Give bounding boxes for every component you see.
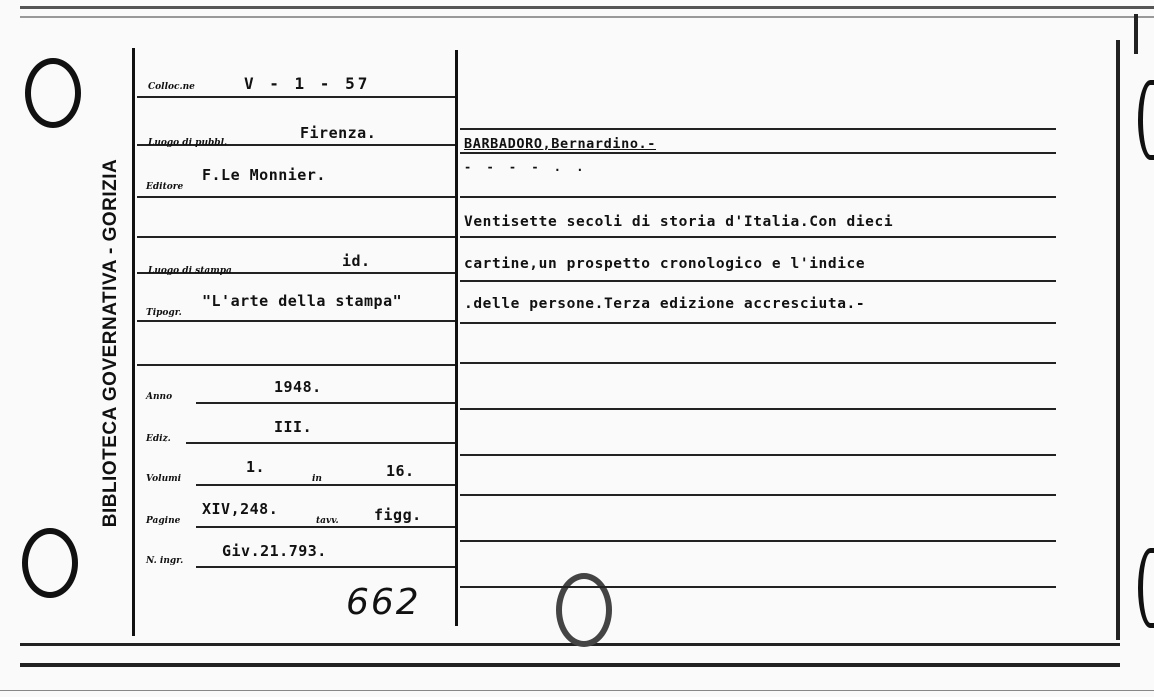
pagine-value: XIV,248. bbox=[202, 500, 279, 518]
card-bottom-border bbox=[20, 643, 1120, 646]
tipogr-value: "L'arte della stampa" bbox=[202, 292, 403, 310]
left-rule-9 bbox=[186, 442, 455, 444]
right-rule-12 bbox=[460, 586, 1056, 588]
middle-column-rule bbox=[455, 50, 458, 626]
n-ingr-label: N. ingr. bbox=[146, 556, 184, 566]
left-rule-6 bbox=[137, 320, 455, 322]
luogo-stampa-value: id. bbox=[342, 252, 371, 270]
n-ingr-value: Giv.21.793. bbox=[222, 542, 327, 560]
ediz-label: Ediz. bbox=[146, 434, 171, 444]
author-heading: BARBADORO,Bernardino.- bbox=[464, 136, 657, 152]
punch-hole-bottom-left bbox=[22, 528, 78, 598]
luogo-pubbl-label: Luogo di pubbl. bbox=[148, 138, 228, 148]
right-rule-11 bbox=[460, 540, 1056, 542]
tavv-value: figg. bbox=[374, 506, 422, 524]
punch-hole-right-partial bbox=[1138, 80, 1154, 160]
handwritten-number: 662 bbox=[346, 582, 421, 623]
right-rule-8 bbox=[460, 408, 1056, 410]
right-rule-9 bbox=[460, 454, 1056, 456]
right-rule-3 bbox=[460, 196, 1056, 198]
punch-hole-top-left bbox=[25, 58, 81, 128]
luogo-stampa-label: Luogo di stampa bbox=[148, 266, 232, 276]
left-rule-1 bbox=[137, 96, 455, 98]
right-rule-7 bbox=[460, 362, 1056, 364]
left-rule-12 bbox=[196, 566, 455, 568]
left-rule-10 bbox=[196, 484, 455, 486]
in-value: 16. bbox=[386, 462, 415, 480]
right-rule-4 bbox=[460, 236, 1056, 238]
right-card-edge bbox=[1134, 14, 1138, 54]
bottom-scan-edge bbox=[0, 690, 1154, 691]
right-rule-5 bbox=[460, 280, 1056, 282]
right-rule-10 bbox=[460, 494, 1056, 496]
punch-hole-center bbox=[556, 573, 612, 647]
left-rule-3 bbox=[137, 196, 455, 198]
collocazione-label: Colloc.ne bbox=[148, 82, 195, 92]
pagine-label: Pagine bbox=[146, 516, 181, 526]
anno-label: Anno bbox=[146, 392, 173, 402]
in-label: in bbox=[312, 474, 322, 484]
right-rule-6 bbox=[460, 322, 1056, 324]
card-bottom-border-2 bbox=[20, 663, 1120, 667]
left-rule-7 bbox=[137, 364, 455, 366]
top-scan-edge bbox=[20, 6, 1154, 9]
left-rule-4 bbox=[137, 236, 455, 238]
left-rule-8 bbox=[196, 402, 455, 404]
left-rule-11 bbox=[196, 526, 455, 528]
top-scan-edge-2 bbox=[20, 16, 1154, 18]
punch-hole-right-partial-2 bbox=[1138, 548, 1154, 628]
title-line-2: cartine,un prospetto cronologico e l'indice bbox=[464, 256, 866, 272]
title-line-3: .delle persone.Terza edizione accresciuta.- bbox=[464, 296, 866, 312]
right-rule-1 bbox=[460, 128, 1056, 130]
vertical-library-label: BIBLIOTECA GOVERNATIVA - GORIZIA bbox=[100, 158, 121, 528]
title-line-1: Ventisette secoli di storia d'Italia.Con dieci bbox=[464, 214, 894, 230]
tipogr-label: Tipogr. bbox=[146, 308, 182, 318]
luogo-pubbl-value: Firenza. bbox=[300, 124, 377, 142]
volumi-value: 1. bbox=[246, 458, 266, 476]
volumi-label: Volumi bbox=[146, 474, 182, 484]
editore-value: F.Le Monnier. bbox=[202, 166, 326, 184]
tavv-label: tavv. bbox=[316, 516, 339, 526]
ediz-value: III. bbox=[274, 418, 313, 436]
left-column-rule bbox=[132, 48, 135, 636]
anno-value: 1948. bbox=[274, 378, 322, 396]
collocazione-value: V - 1 - 57 bbox=[244, 74, 371, 93]
author-dashes: - - - - . . bbox=[464, 160, 588, 174]
right-rule-2 bbox=[460, 152, 1056, 154]
editore-label: Editore bbox=[146, 182, 184, 192]
card-right-border bbox=[1116, 40, 1120, 640]
